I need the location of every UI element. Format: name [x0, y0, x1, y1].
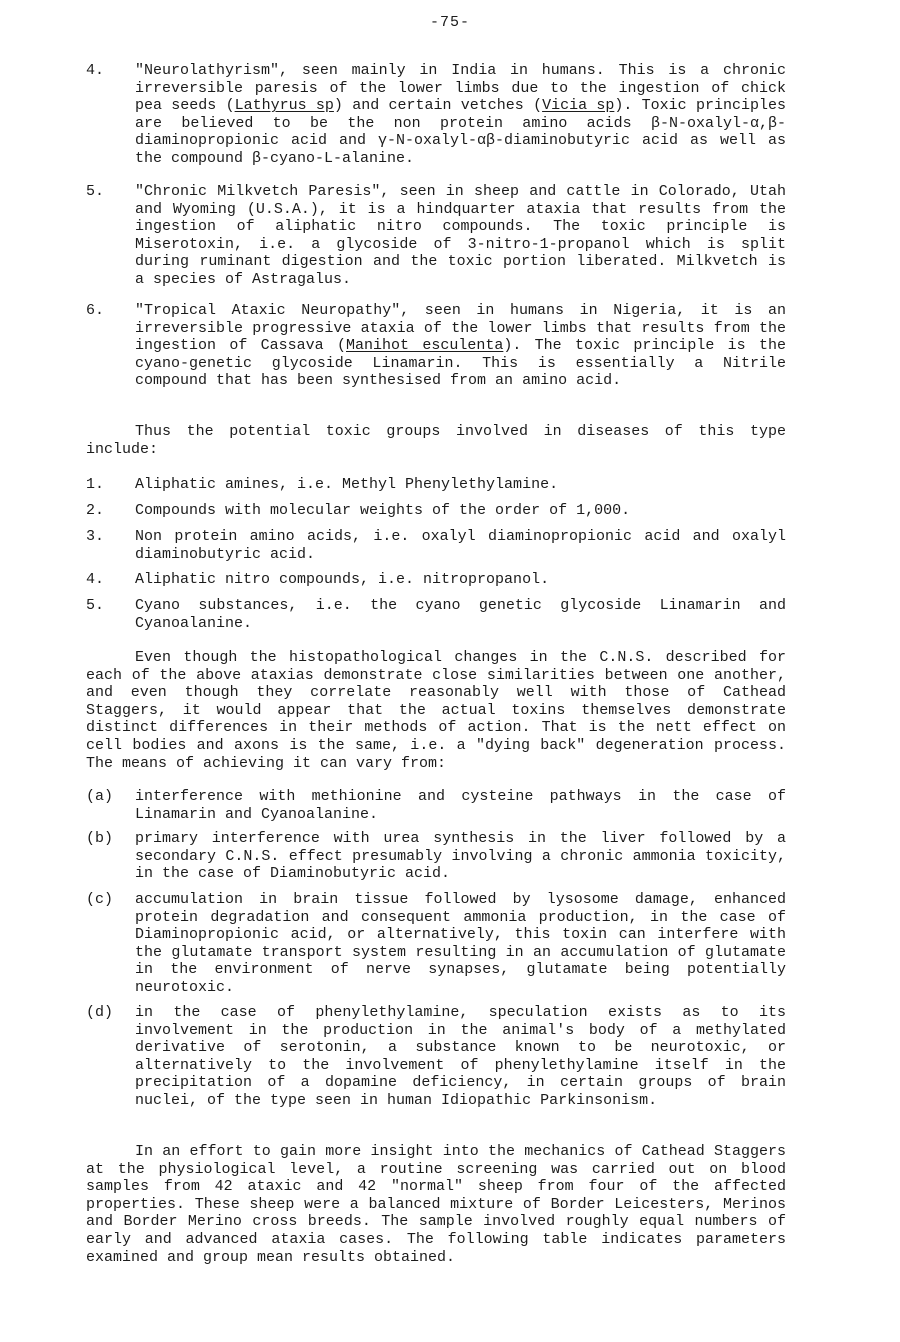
item-text: primary interference with urea synthesis in the liver followed by a secondary C.N.S. effect presumably involving a chronic ammonia toxicity, in the case of Diaminobutyric acid. [135, 830, 786, 883]
item-text: Aliphatic nitro compounds, i.e. nitropropanol. [135, 571, 550, 588]
item-text: "Neurolathyrism", seen mainly in India in humans. This is a chronic irreversible paresis of the lower limbs due to the ingestion of chick pea seeds (Lathyrus sp) and certain vetches (Vicia sp). Toxic principles are believed to be the non protein amino acids β-N-oxalyl-α,β-diaminopropionic acid and γ-N-oxalyl-αβ-diaminobutyric acid as well as the compound β-cyano-L-alanine. [135, 62, 786, 167]
item-text: Aliphatic amines, i.e. Methyl Phenylethylamine. [135, 476, 559, 493]
toxic-group-item [86, 502, 786, 520]
item-number: (b) [86, 830, 114, 847]
toxic-group-item [86, 571, 786, 589]
item-text: interference with methionine and cysteine pathways in the case of Linamarin and Cyanoalanine. [135, 788, 786, 823]
item-number: 1. [86, 476, 105, 493]
disease-item [86, 302, 786, 390]
item-number: (c) [86, 891, 114, 908]
item-number: (d) [86, 1004, 114, 1021]
mechanisms-intro: Even though the histopathological changes in the C.N.S. described for each of the above ataxias demonstrate close similarities between one another, and even though they correlate reasonably well with those of Cathead Staggers, it would appear that the actual toxins themselves demonstrate distinct differences in their methods of action. That is the nett effect on cell bodies and axons is the same, i.e. a "dying back" degeneration process. The means of achieving it can vary from: [86, 649, 786, 772]
disease-item [86, 62, 786, 168]
mechanism-item [86, 788, 786, 823]
item-number: 2. [86, 502, 105, 519]
mechanism-item [86, 830, 786, 883]
item-number: 4. [86, 62, 105, 79]
toxic-group-item [86, 528, 786, 563]
item-number: 4. [86, 571, 105, 588]
item-number: 5. [86, 597, 105, 614]
item-number: 5. [86, 183, 105, 200]
item-text: "Chronic Milkvetch Paresis", seen in sheep and cattle in Colorado, Utah and Wyoming (U.S.A.), it is a hindquarter ataxia that results from the ingestion of aliphatic nitro compounds. The toxic principle is Miserotoxin, i.e. a glycoside of 3-nitro-1-propanol which is split during ruminant digestion and the toxic portion liberated. Milkvetch is a species of Astragalus. [135, 183, 786, 288]
mechanism-item [86, 1004, 786, 1110]
toxic-group-item [86, 476, 786, 494]
item-text: Cyano substances, i.e. the cyano genetic glycoside Linamarin and Cyanoalanine. [135, 597, 786, 632]
item-text: accumulation in brain tissue followed by lysosome damage, enhanced protein degradation and consequent ammonia production, in the case of Diaminopropionic acid, or alternatively, this toxin can interfere with the glutamate transport system resulting in an accumulation of glutamate in the environment of nerve synapses, glutamate being potentially neurotoxic. [135, 891, 786, 996]
item-text: Compounds with molecular weights of the order of 1,000. [135, 502, 631, 519]
toxic-group-item [86, 597, 786, 632]
closing-paragraph: In an effort to gain more insight into the mechanics of Cathead Staggers at the physiological level, a routine screening was carried out on blood samples from 42 ataxic and 42 "normal" sheep from four of the affected properties. These sheep were a balanced mixture of Border Leicesters, Merinos and Border Merino cross breeds. The sample involved roughly equal numbers of early and advanced ataxia cases. The following table indicates parameters examined and group mean results obtained. [86, 1143, 786, 1266]
species-name: Manihot esculenta [346, 337, 504, 355]
species-name: Vicia sp [542, 97, 615, 115]
item-text: Non protein amino acids, i.e. oxalyl diaminopropionic acid and oxalyl diaminobutyric acid. [135, 528, 786, 563]
item-text: "Tropical Ataxic Neuropathy", seen in humans in Nigeria, it is an irreversible progressive ataxia of the lower limbs that results from the ingestion of Cassava (Manihot esculenta). The toxic principle is the cyano-genetic glycoside Linamarin. This is essentially a Nitrile compound that has been synthesised from an amino acid. [135, 302, 786, 390]
mechanism-item [86, 891, 786, 997]
item-number: 6. [86, 302, 105, 319]
item-text: in the case of phenylethylamine, speculation exists as to its involvement in the production in the animal's body of a methylated derivative of serotonin, a substance known to be neurotoxic, or alternatively to the involvement of phenylethylamine itself in the precipitation of a dopamine deficiency, in certain groups of brain nuclei, of the type seen in human Idiopathic Parkinsonism. [135, 1004, 786, 1109]
page-number: -75- [429, 14, 470, 31]
item-number: (a) [86, 788, 114, 805]
species-name: Lathyrus sp [234, 97, 334, 115]
disease-item [86, 183, 786, 289]
item-number: 3. [86, 528, 105, 545]
toxic-groups-intro: Thus the potential toxic groups involved in diseases of this type include: [86, 423, 786, 458]
